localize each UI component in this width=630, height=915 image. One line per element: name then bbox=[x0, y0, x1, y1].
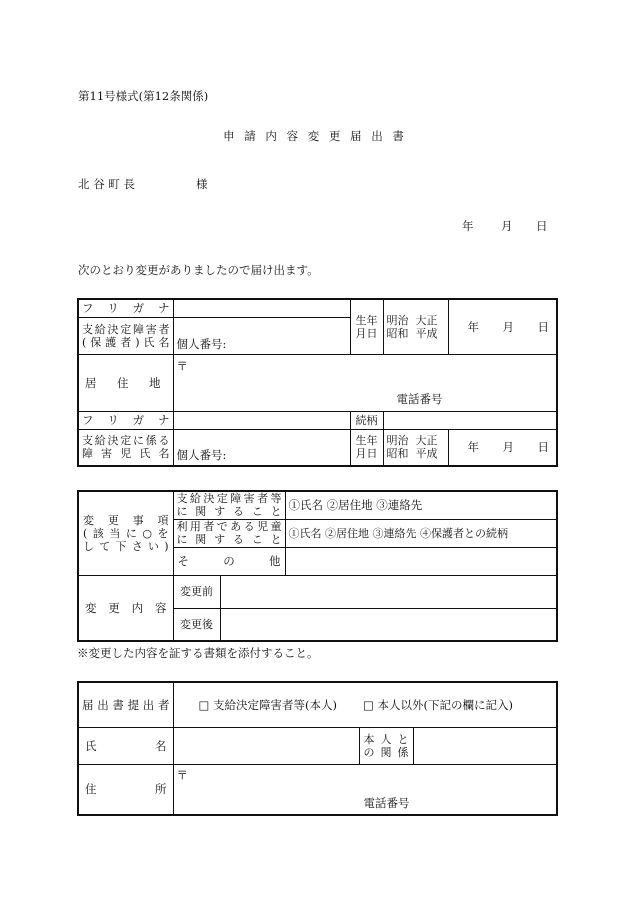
postal-mark: 〒 bbox=[176, 358, 188, 373]
category-child: 利用者である児童 に関すること bbox=[173, 519, 285, 547]
furigana-field[interactable] bbox=[173, 299, 350, 317]
attachment-note: ※変更した内容を証する書類を添付すること。 bbox=[77, 646, 319, 660]
page-title: 申 請 内 容 変 更 届 出 書 bbox=[223, 129, 407, 143]
relation-label: 続柄 bbox=[350, 411, 383, 429]
furigana2-label: フ リ ガ ナ bbox=[78, 411, 173, 429]
applicant-table bbox=[77, 298, 558, 467]
birth-label: 生年 月日 bbox=[350, 299, 383, 354]
before-field[interactable] bbox=[220, 575, 557, 608]
before-label: 変更前 bbox=[173, 575, 220, 608]
recipient-name-label: 支給決定障害者 (保護者)氏名 bbox=[78, 317, 173, 354]
birth-date-field[interactable]: 年 月 日 bbox=[448, 299, 557, 354]
phone-label-2: 電話番号 bbox=[363, 796, 410, 810]
submitter-address-label: 住 所 bbox=[78, 765, 173, 815]
recipient-name-field[interactable] bbox=[173, 317, 350, 354]
submitter-options[interactable] bbox=[173, 682, 557, 728]
option-other[interactable]: □ 本人以外(下記の欄に記入) bbox=[362, 698, 513, 712]
category-recipient-options[interactable]: ①氏名 ②居住地 ③連絡先 bbox=[285, 491, 557, 519]
phone-label: 電話番号 bbox=[396, 391, 443, 406]
category-other: そ の 他 bbox=[173, 547, 285, 575]
submitter-address-field[interactable] bbox=[173, 765, 557, 815]
option-self[interactable]: □ 支給決定障害者等(本人) bbox=[198, 698, 337, 712]
submitter-table bbox=[77, 681, 558, 816]
category-other-field[interactable] bbox=[285, 547, 557, 575]
change-table bbox=[77, 490, 558, 642]
personal-number2-label: 個人番号: bbox=[176, 448, 227, 462]
date-day: 日 bbox=[536, 219, 548, 233]
change-item-label: 変 更 事 項 (該当に○を して下さい) bbox=[78, 491, 173, 575]
category-child-options[interactable]: ①氏名 ②居住地 ③連絡先 ④保護者との続柄 bbox=[285, 519, 557, 547]
era-options[interactable]: 明治 大正 昭和 平成 bbox=[383, 299, 448, 354]
category-recipient: 支給決定障害者等 に関すること bbox=[173, 491, 285, 519]
submitter-label: 届出書提出者 bbox=[78, 682, 173, 728]
address-label: 居 住 地 bbox=[78, 354, 173, 411]
child-name-field[interactable] bbox=[173, 429, 350, 466]
birth2-date-field[interactable]: 年 月 日 bbox=[448, 429, 557, 466]
intro-text: 次のとおり変更がありましたので届け出ます。 bbox=[78, 263, 319, 277]
furigana2-field[interactable] bbox=[173, 411, 350, 429]
after-field[interactable] bbox=[220, 608, 557, 641]
relation-field[interactable] bbox=[383, 411, 557, 429]
postal-mark-2: 〒 bbox=[176, 768, 188, 782]
addressee: 北 谷 町 長 bbox=[78, 177, 135, 191]
furigana-label: フ リ ガ ナ bbox=[78, 299, 173, 317]
after-label: 変更後 bbox=[173, 608, 220, 641]
relation-to-self-label: 本人と の関係 bbox=[359, 728, 413, 765]
personal-number-label: 個人番号: bbox=[176, 336, 227, 351]
address-field[interactable] bbox=[173, 354, 557, 411]
era2-options[interactable]: 明治 大正 昭和 平成 bbox=[383, 429, 448, 466]
submitter-name-field[interactable] bbox=[173, 728, 359, 765]
form-number: 第11号様式(第12条関係) bbox=[78, 89, 209, 103]
change-content-label: 変 更 内 容 bbox=[78, 575, 173, 641]
submitter-name-label: 氏 名 bbox=[78, 728, 173, 765]
child-name-label: 支給決定に係る 障害児氏名 bbox=[78, 429, 173, 466]
birth2-label: 生年 月日 bbox=[350, 429, 383, 466]
date-month: 月 bbox=[501, 219, 513, 233]
date-year: 年 bbox=[462, 219, 474, 233]
relation-to-self-field[interactable] bbox=[413, 728, 557, 765]
honorific: 様 bbox=[196, 177, 208, 191]
